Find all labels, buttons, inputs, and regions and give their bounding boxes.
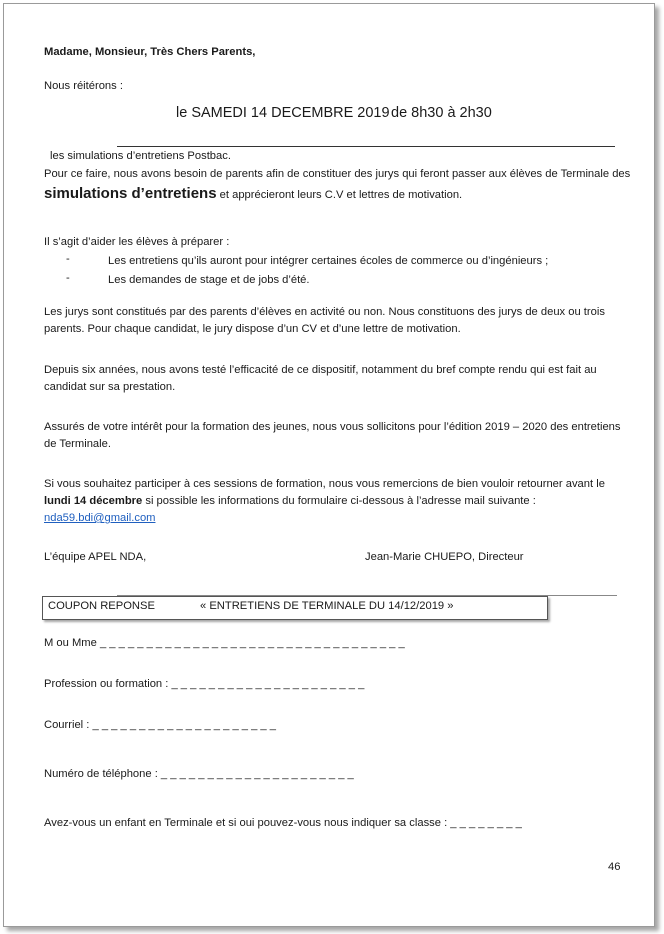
- para5-line2-rest: si possible les informations du formulaire ci-dessous à l’adresse mail suivante :: [142, 495, 536, 507]
- bullet-marker: -: [66, 272, 70, 284]
- para4-line1: Assurés de votre intérêt pour la formation des jeunes, nous vous sollicitons pour l’édition 2019 – 2020 des entretiens: [44, 421, 621, 433]
- contact-email-row: [44, 510, 155, 526]
- signature-team: L’équipe APEL NDA,: [44, 551, 147, 563]
- para4-line2: de Terminale.: [44, 438, 111, 450]
- coupon-label: COUPON REPONSE: [48, 600, 155, 612]
- intro-text: Nous réitérons :: [44, 80, 123, 92]
- profession-field[interactable]: Profession ou formation : _ _ _ _ _ _ _ _ _ _ _ _ _ _ _ _ _ _ _ _ _: [44, 678, 365, 690]
- event-date: le SAMEDI 14 DECEMBRE 2019: [176, 105, 390, 121]
- bullet-item: Les entretiens qu’ils auront pour intégrer certaines écoles de commerce ou d’ingénieurs ;: [108, 255, 549, 267]
- para2-line2: parents. Pour chaque candidat, le jury dispose d’un CV et d’une lettre de motivation.: [44, 323, 461, 335]
- help-intro: Il s’agit d’aider les élèves à préparer :: [44, 236, 230, 248]
- name-field[interactable]: M ou Mme _ _ _ _ _ _ _ _ _ _ _ _ _ _ _ _ _ _ _ _ _ _ _ _ _ _ _ _ _ _ _ _ _: [44, 637, 405, 649]
- para5-line2: [44, 493, 536, 509]
- title-underline: [117, 146, 615, 147]
- event-time: de 8h30 à 2h30: [391, 105, 492, 121]
- para1-line1: Pour ce faire, nous avons besoin de parents afin de constituer des jurys qui feront passer aux élèves de Terminale des: [44, 168, 631, 180]
- para3-line1: Depuis six années, nous avons testé l’efficacité de ce dispositif, notamment du bref compte rendu qui est fait au: [44, 364, 597, 376]
- document-page: [3, 3, 655, 927]
- contact-email-link[interactable]: nda59.bdi@gmail.com: [44, 512, 156, 524]
- coupon-header: [42, 596, 548, 620]
- simulations-line: les simulations d’entretiens Postbac.: [50, 150, 231, 162]
- para3-line2: candidat sur sa prestation.: [44, 381, 176, 393]
- para1-line2-rest: et apprécieront leurs C.V et lettres de motivation.: [216, 189, 463, 201]
- email-field[interactable]: Courriel : _ _ _ _ _ _ _ _ _ _ _ _ _ _ _ _ _ _ _ _: [44, 719, 276, 731]
- para1-line2: [44, 183, 462, 206]
- coupon-title: « ENTRETIENS DE TERMINALE DU 14/12/2019 »: [200, 600, 454, 612]
- greeting: Madame, Monsieur, Très Chers Parents,: [44, 46, 256, 58]
- bullet-marker: -: [66, 253, 70, 265]
- para5-line1: Si vous souhaitez participer à ces sessions de formation, nous vous remercions de bien vouloir retourner avant le: [44, 478, 605, 490]
- page-number: 46: [608, 861, 621, 873]
- deadline-date: lundi 14 décembre: [44, 495, 143, 507]
- para2-line1: Les jurys sont constitués par des parents d’élèves en activité ou non. Nous constituons des jurys de deux ou trois: [44, 306, 605, 318]
- signature-director: Jean-Marie CHUEPO, Directeur: [365, 551, 524, 563]
- child-class-field[interactable]: Avez-vous un enfant en Terminale et si oui pouvez-vous nous indiquer sa classe : _ _ _ _ _ _ _ _: [44, 817, 522, 829]
- emphasis-simulations: simulations d’entretiens: [44, 185, 217, 202]
- phone-field[interactable]: Numéro de téléphone : _ _ _ _ _ _ _ _ _ _ _ _ _ _ _ _ _ _ _ _ _: [44, 768, 354, 780]
- bullet-item: Les demandes de stage et de jobs d’été.: [108, 274, 310, 286]
